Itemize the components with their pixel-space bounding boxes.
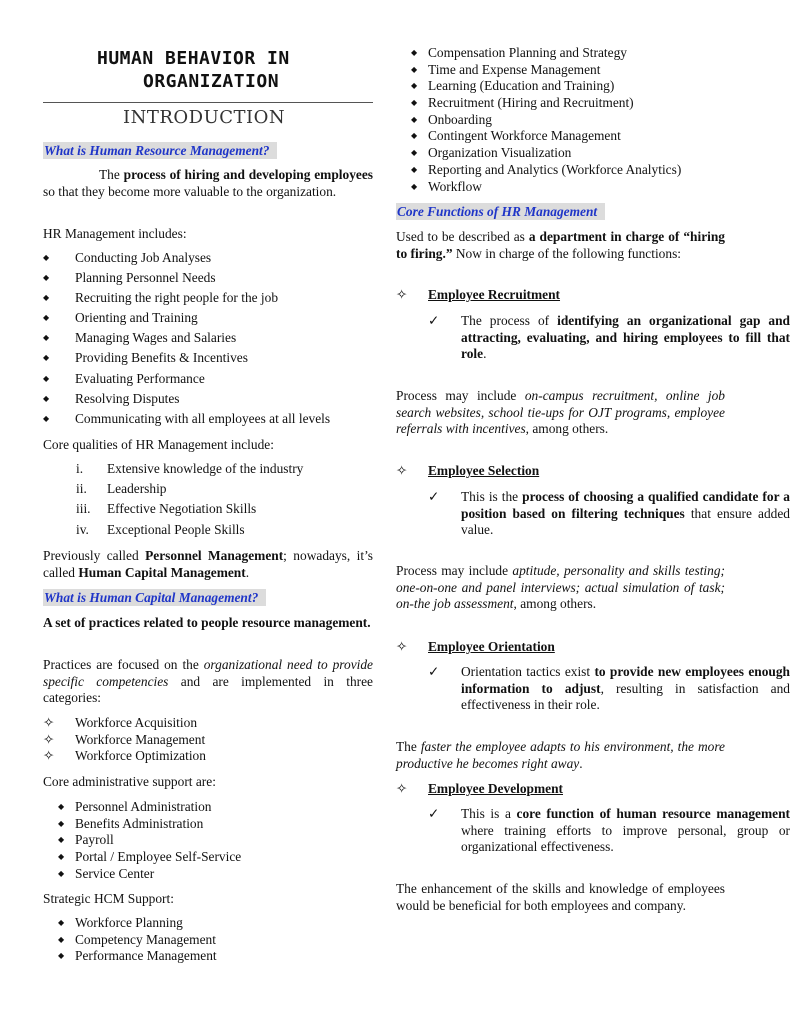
core-functions-heading: Core Functions of HR Management [396, 203, 605, 220]
list-item: iii. Effective Negotiation Skills [76, 501, 257, 517]
enhancement-paragraph: The enhancement of the skills and knowledge of employees would be beneficial for both employees and company. [396, 881, 725, 913]
employee-orientation-heading: ✧ Employee Orientation [396, 639, 555, 654]
hcm-definition: A set of practices related to people resource management. [43, 615, 371, 630]
employee-recruitment-heading: ✧ Employee Recruitment [396, 287, 561, 302]
list-item: ✧ Workforce Acquisition [43, 715, 373, 732]
selection-process: Process may include aptitude, personality and skills testing; one-on-one and panel interviews; actual simulation of task; on-the job assessment, among others. [396, 563, 725, 611]
list-item: ii. Leadership [76, 481, 167, 497]
selection-definition: ✓ This is the process of choosing a qualified candidate for a position based on filtering techniques that ensure added value. [428, 489, 790, 537]
checkmark-icon: ✓ [428, 313, 440, 328]
list-item: ✧ Workforce Optimization [43, 748, 373, 765]
list-item: ◆ Competency Management [43, 932, 373, 949]
employee-development-heading: ✧ Employee Development [396, 781, 563, 796]
list-item: i. Extensive knowledge of the industry [76, 461, 304, 476]
used-to-be-paragraph: Used to be described as a department in charge of “hiring to firing.” Now in charge of the following functions: [396, 229, 725, 261]
list-item: ◆ Reporting and Analytics (Workforce Analytics) [396, 162, 725, 179]
sparkle-icon: ✧ [396, 287, 408, 302]
list-item: ◆ Compensation Planning and Strategy [396, 45, 725, 62]
title-line-1: HUMAN BEHAVIOR IN [97, 48, 290, 69]
sparkle-icon: ✧ [396, 639, 408, 654]
title-line-2: ORGANIZATION [143, 71, 280, 92]
question-hrm-heading: What is Human Resource Management? [43, 142, 277, 159]
orientation-definition: ✓ Orientation tactics exist to provide new employees enough information to adjust, resulting in satisfaction and effectiveness in their role. [428, 664, 790, 712]
title-divider [43, 102, 373, 103]
list-item: ◆ Managing Wages and Salaries [43, 328, 373, 348]
core-qualities-list [43, 459, 373, 540]
list-item: ◆ Payroll [43, 832, 373, 849]
recruitment-process: Process may include on-campus recruitment, online job search websites, school tie-ups for OJT programs, employee referrals with incentives, among others. [396, 388, 725, 436]
list-item: ◆ Workforce Planning [43, 915, 373, 932]
faster-adapts-paragraph: The faster the employee adapts to his environment, the more productive he becomes right away. [396, 739, 725, 771]
list-item: iv. Exceptional People Skills [76, 521, 245, 537]
checkmark-icon: ✓ [428, 489, 440, 504]
list-item: ◆ Portal / Employee Self-Service [43, 849, 373, 866]
hr-includes-list [43, 248, 373, 429]
hrm-definition: The process of hiring and developing employees so that they become more valuable to the organization. [43, 167, 373, 199]
sparkle-icon: ✧ [396, 781, 408, 796]
admin-support-label: Core administrative support are: [43, 774, 216, 789]
list-item: ◆ Orienting and Training [43, 308, 373, 328]
list-item: ◆ Communicating with all employees at all levels [43, 409, 373, 429]
recruitment-definition: ✓ The process of identifying an organizational gap and attracting, evaluating, and hiring employees to fill that role. [428, 313, 790, 361]
strategic-hcm-label: Strategic HCM Support: [43, 891, 174, 906]
hr-includes-label: HR Management includes: [43, 226, 187, 241]
employee-selection-heading: ✧ Employee Selection [396, 463, 540, 478]
list-item: ◆ Recruiting the right people for the job [43, 288, 373, 308]
list-item: ◆ Contingent Workforce Management [396, 128, 725, 145]
list-item: ◆ Service Center [43, 866, 373, 883]
previously-called-paragraph: Previously called Personnel Management; nowadays, it’s called Human Capital Management. [43, 548, 374, 580]
list-item: ◆ Personnel Administration [43, 799, 373, 816]
list-item: ◆ Organization Visualization [396, 145, 725, 162]
list-item: ◆ Benefits Administration [43, 816, 373, 833]
question-hcm-heading: What is Human Capital Management? [43, 589, 266, 606]
list-item: ◆ Evaluating Performance [43, 369, 373, 389]
practices-paragraph: Practices are focused on the organizational need to provide specific competencies and are implemented in three categories: [43, 657, 373, 705]
list-item: ◆ Time and Expense Management [396, 62, 725, 79]
strategic-hcm-list-continued [396, 45, 725, 195]
list-item: ◆ Performance Management [43, 948, 373, 965]
categories-list [43, 715, 373, 765]
list-item: ◆ Workflow [396, 179, 725, 196]
development-definition: ✓ This is a core function of human resource management where training efforts to improve personal, group or organizational effectiveness. [428, 806, 790, 854]
list-item: ◆ Providing Benefits & Incentives [43, 348, 373, 368]
admin-support-list [43, 799, 373, 882]
list-item: ◆ Planning Personnel Needs [43, 268, 373, 288]
list-item: ◆ Onboarding [396, 112, 725, 129]
list-item: ◆ Recruitment (Hiring and Recruitment) [396, 95, 725, 112]
sparkle-icon: ✧ [396, 463, 408, 478]
list-item: ✧ Workforce Management [43, 732, 373, 749]
section-heading-introduction: INTRODUCTION [123, 107, 286, 128]
checkmark-icon: ✓ [428, 664, 440, 679]
list-item: ◆ Learning (Education and Training) [396, 78, 725, 95]
list-item: ◆ Conducting Job Analyses [43, 248, 373, 268]
list-item: ◆ Resolving Disputes [43, 389, 373, 409]
checkmark-icon: ✓ [428, 806, 440, 821]
strategic-hcm-list [43, 915, 373, 965]
core-qualities-label: Core qualities of HR Management include: [43, 437, 274, 452]
